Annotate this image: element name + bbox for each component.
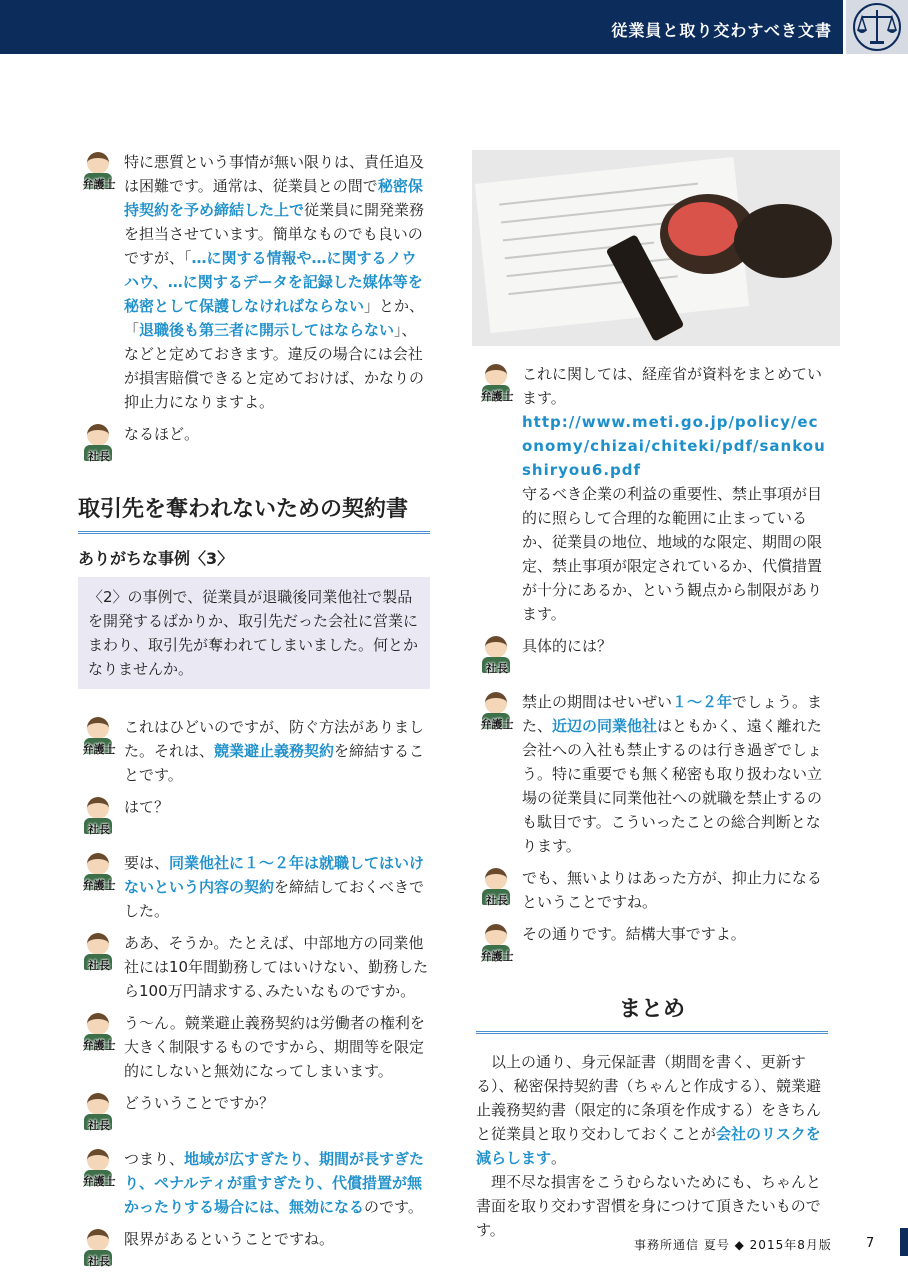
body-text: 具体的には？ <box>522 637 613 655</box>
speaker-label: 社長 <box>88 1255 110 1268</box>
page-header <box>0 0 908 54</box>
president-avatar <box>78 931 120 979</box>
dialogue-text <box>124 1227 430 1251</box>
president-avatar <box>78 795 120 843</box>
dialogue-text <box>124 422 430 446</box>
highlight-text: 競業避止義務契約 <box>214 742 335 760</box>
avatar-head <box>87 1149 109 1171</box>
body-text: これに関しては、経産省が資料をまとめています。 <box>522 365 823 407</box>
body-text: その通りです。結構大事ですよ。 <box>522 925 746 943</box>
dialogue-line <box>476 634 828 682</box>
body-text: 限界があるということですね。 <box>124 1230 335 1248</box>
body-text: なるほど。 <box>124 425 200 443</box>
body-text: どういうことですか？ <box>124 1094 275 1112</box>
dialogue-text <box>522 866 828 914</box>
dialogue-block-1 <box>78 150 430 470</box>
body-text: のです。 <box>364 1198 423 1216</box>
speaker-label: 弁護士 <box>82 879 116 892</box>
dialogue-text <box>124 1147 430 1219</box>
summary-highlight: 会社のリスクを減らします <box>476 1125 821 1167</box>
body-text: 守るべき企業の利益の重要性、禁止事項が目的に照らして合理的な範囲に止まっているか、従業員の地位、地域的な限定、期間の限定、禁止事項が限定されているか、代償措置が十分にあるか、という観点から制限があります。 <box>522 485 823 623</box>
avatar-head <box>485 636 507 658</box>
avatar-head <box>87 1229 109 1251</box>
president-avatar <box>476 866 518 914</box>
dialogue-text <box>124 1011 430 1083</box>
speaker-label: 弁護士 <box>480 390 514 403</box>
avatar-head <box>485 364 507 386</box>
body-text: 従業員に開発業務を担当させています。簡単なものでも良いのですが、「 <box>124 201 425 267</box>
dialogue-text <box>124 851 430 923</box>
body-text: つまり、 <box>124 1150 185 1168</box>
speaker-label: 弁護士 <box>82 1175 116 1188</box>
dialogue-text <box>522 922 828 946</box>
dialogue-text <box>124 795 430 819</box>
dialogue-text <box>522 690 828 858</box>
lawyer-avatar <box>476 922 518 970</box>
dialogue-text <box>124 931 430 1003</box>
dialogue-line <box>78 1227 430 1275</box>
dialogue-line <box>476 362 828 626</box>
seal-stamp-photo <box>472 150 840 346</box>
body-text: を締結することです。 <box>124 742 425 784</box>
body-text: 」とか、「 <box>124 297 425 339</box>
highlight-text: 同業他社に１～２年は就職してはいけないという内容の契約 <box>124 854 425 896</box>
speaker-label: 社長 <box>88 450 110 463</box>
speaker-label: 社長 <box>88 823 110 836</box>
body-text: でも、無いよりはあった方が、抑止力になるということですね。 <box>522 869 822 911</box>
dialogue-block-3 <box>476 362 828 970</box>
dialogue-line <box>78 150 430 414</box>
highlight-text: 秘密保持契約を予め締結した上で <box>124 177 423 219</box>
dialogue-line <box>78 1147 430 1219</box>
section-title: 取引先を奪われないための契約書 <box>78 492 430 534</box>
highlight-text: 地域が広すぎたり、期間が長すぎたり、ペナルティが重すぎたり、代償措置が無かったりする場合には、無効になる <box>124 1150 425 1216</box>
case-title: ありがちな事例〈3〉 <box>78 549 234 568</box>
highlight-text: 近辺の同業他社 <box>552 717 658 735</box>
dialogue-block-2 <box>78 715 430 1275</box>
dialogue-line <box>78 931 430 1003</box>
president-avatar <box>476 634 518 682</box>
dialogue-line <box>78 422 430 470</box>
body-text: う～ん。競業避止義務契約は労働者の権利を大きく制限するものですから、期間等を限定的にしないと無効になってしまいます。 <box>124 1014 425 1080</box>
dialogue-line <box>78 795 430 843</box>
summary-text-end: 。 <box>551 1149 567 1167</box>
lawyer-avatar <box>476 690 518 738</box>
speaker-label: 社長 <box>486 894 508 907</box>
body-text: はともかく、遠く離れた会社への入社も禁止するのは行き過ぎでしょう。特に重要でも無く秘密も取り扱わない立場の従業員に同業他社への就職を禁止するのも駄目です。こういったことの総合判断となります。 <box>522 717 823 855</box>
dialogue-line <box>476 922 828 970</box>
left-column <box>78 150 430 1283</box>
dialogue-text <box>124 1091 430 1115</box>
highlight-text: …に関する情報や…に関するノウハウ、…に関するデータを記録した媒体等を秘密として保護しなければならない <box>124 249 423 315</box>
avatar-head <box>87 424 109 446</box>
summary-text: 以上の通り、身元保証書（期間を書く、更新する）、秘密保持契約書（ちゃんと作成する）、競業避止義務契約書（限定的に条項を作成する）をきちんと従業員と取り交わしておくことが <box>476 1053 822 1143</box>
speaker-label: 社長 <box>88 1119 110 1132</box>
ink-pad-lid <box>734 204 832 278</box>
dialogue-line <box>476 866 828 914</box>
dialogue-text <box>522 634 828 658</box>
avatar-head <box>485 868 507 890</box>
summary-paragraph-2: 理不尽な損害をこうむらないためにも、ちゃんと書面を取り交わす習慣を身につけて頂きたいものです。 <box>476 1173 822 1239</box>
speaker-label: 社長 <box>486 662 508 675</box>
dialogue-line <box>476 690 828 858</box>
case-box: 〈2〉の事例で、従業員が退職後同業他社で製品を開発するばかりか、取引先だった会社に営業にまわり、取引先が奪われてしまいました。何とかなりませんか。 <box>78 577 430 689</box>
highlight-text: １～２年 <box>672 693 733 711</box>
president-avatar <box>78 1227 120 1275</box>
body-text: 要は、 <box>124 854 170 872</box>
avatar-head <box>87 853 109 875</box>
body-text: ああ、そうか。たとえば、中部地方の同業他社には10年間勤務してはいけない、勤務したら100万円請求する､みたいなものですか。 <box>124 934 429 1000</box>
avatar-head <box>87 1093 109 1115</box>
dialogue-line <box>78 1091 430 1139</box>
speaker-label: 弁護士 <box>480 950 514 963</box>
lawyer-avatar <box>78 851 120 899</box>
header-title: 従業員と取り交わすべき文書 <box>611 21 832 40</box>
lawyer-avatar <box>476 362 518 410</box>
avatar-head <box>485 924 507 946</box>
highlight-text: 退職後も第三者に開示してはならない <box>139 321 395 339</box>
speaker-label: 弁護士 <box>82 1039 116 1052</box>
body-text: 禁止の期間はせいぜい <box>522 693 673 711</box>
dialogue-line <box>78 851 430 923</box>
body-text: でしょう。また、 <box>522 693 823 735</box>
speaker-label: 弁護士 <box>480 718 514 731</box>
dialogue-line <box>78 1011 430 1083</box>
dialogue-text <box>124 150 430 414</box>
dialogue-line <box>78 715 430 787</box>
body-text: 」、などと定めておきます。違反の場合には会社が損害賠償できると定めておけば、かなりの抑止力になりますよ。 <box>124 321 425 411</box>
scales-of-justice-icon <box>843 0 908 54</box>
speaker-label: 弁護士 <box>82 178 116 191</box>
summary-title: まとめ <box>476 992 828 1034</box>
red-ink-pad <box>668 202 738 256</box>
speaker-label: 弁護士 <box>82 743 116 756</box>
body-text: はて？ <box>124 798 170 816</box>
lawyer-avatar <box>78 715 120 763</box>
president-avatar <box>78 1091 120 1139</box>
footer-issue: 事務所通信 夏号 ◆ 2015年8月版 <box>634 1238 832 1252</box>
lawyer-avatar <box>78 1147 120 1195</box>
avatar-head <box>87 933 109 955</box>
avatar-head <box>87 797 109 819</box>
lawyer-avatar <box>78 150 120 198</box>
summary-paragraph-1 <box>476 1050 828 1170</box>
president-avatar <box>78 422 120 470</box>
avatar-head <box>87 152 109 174</box>
dialogue-text <box>522 362 828 626</box>
meti-link[interactable]: http://www.meti.go.jp/policy/economy/chizai/chiteki/pdf/sankoushiryou6.pdf <box>522 413 826 479</box>
avatar-head <box>485 692 507 714</box>
dialogue-text <box>124 715 430 787</box>
body-text: を締結しておくべきでした。 <box>124 878 425 920</box>
speaker-label: 社長 <box>88 959 110 972</box>
page-edge-bar <box>900 1228 908 1256</box>
avatar-head <box>87 717 109 739</box>
page-number: 7 <box>866 1236 875 1251</box>
body-text: 特に悪質という事情が無い限りは、責任追及は困難です。通常は、従業員との間で <box>124 153 425 195</box>
body-text: これはひどいのですが、防ぐ方法がありました。それは、 <box>124 718 425 760</box>
lawyer-avatar <box>78 1011 120 1059</box>
right-column <box>476 150 828 1242</box>
avatar-head <box>87 1013 109 1035</box>
